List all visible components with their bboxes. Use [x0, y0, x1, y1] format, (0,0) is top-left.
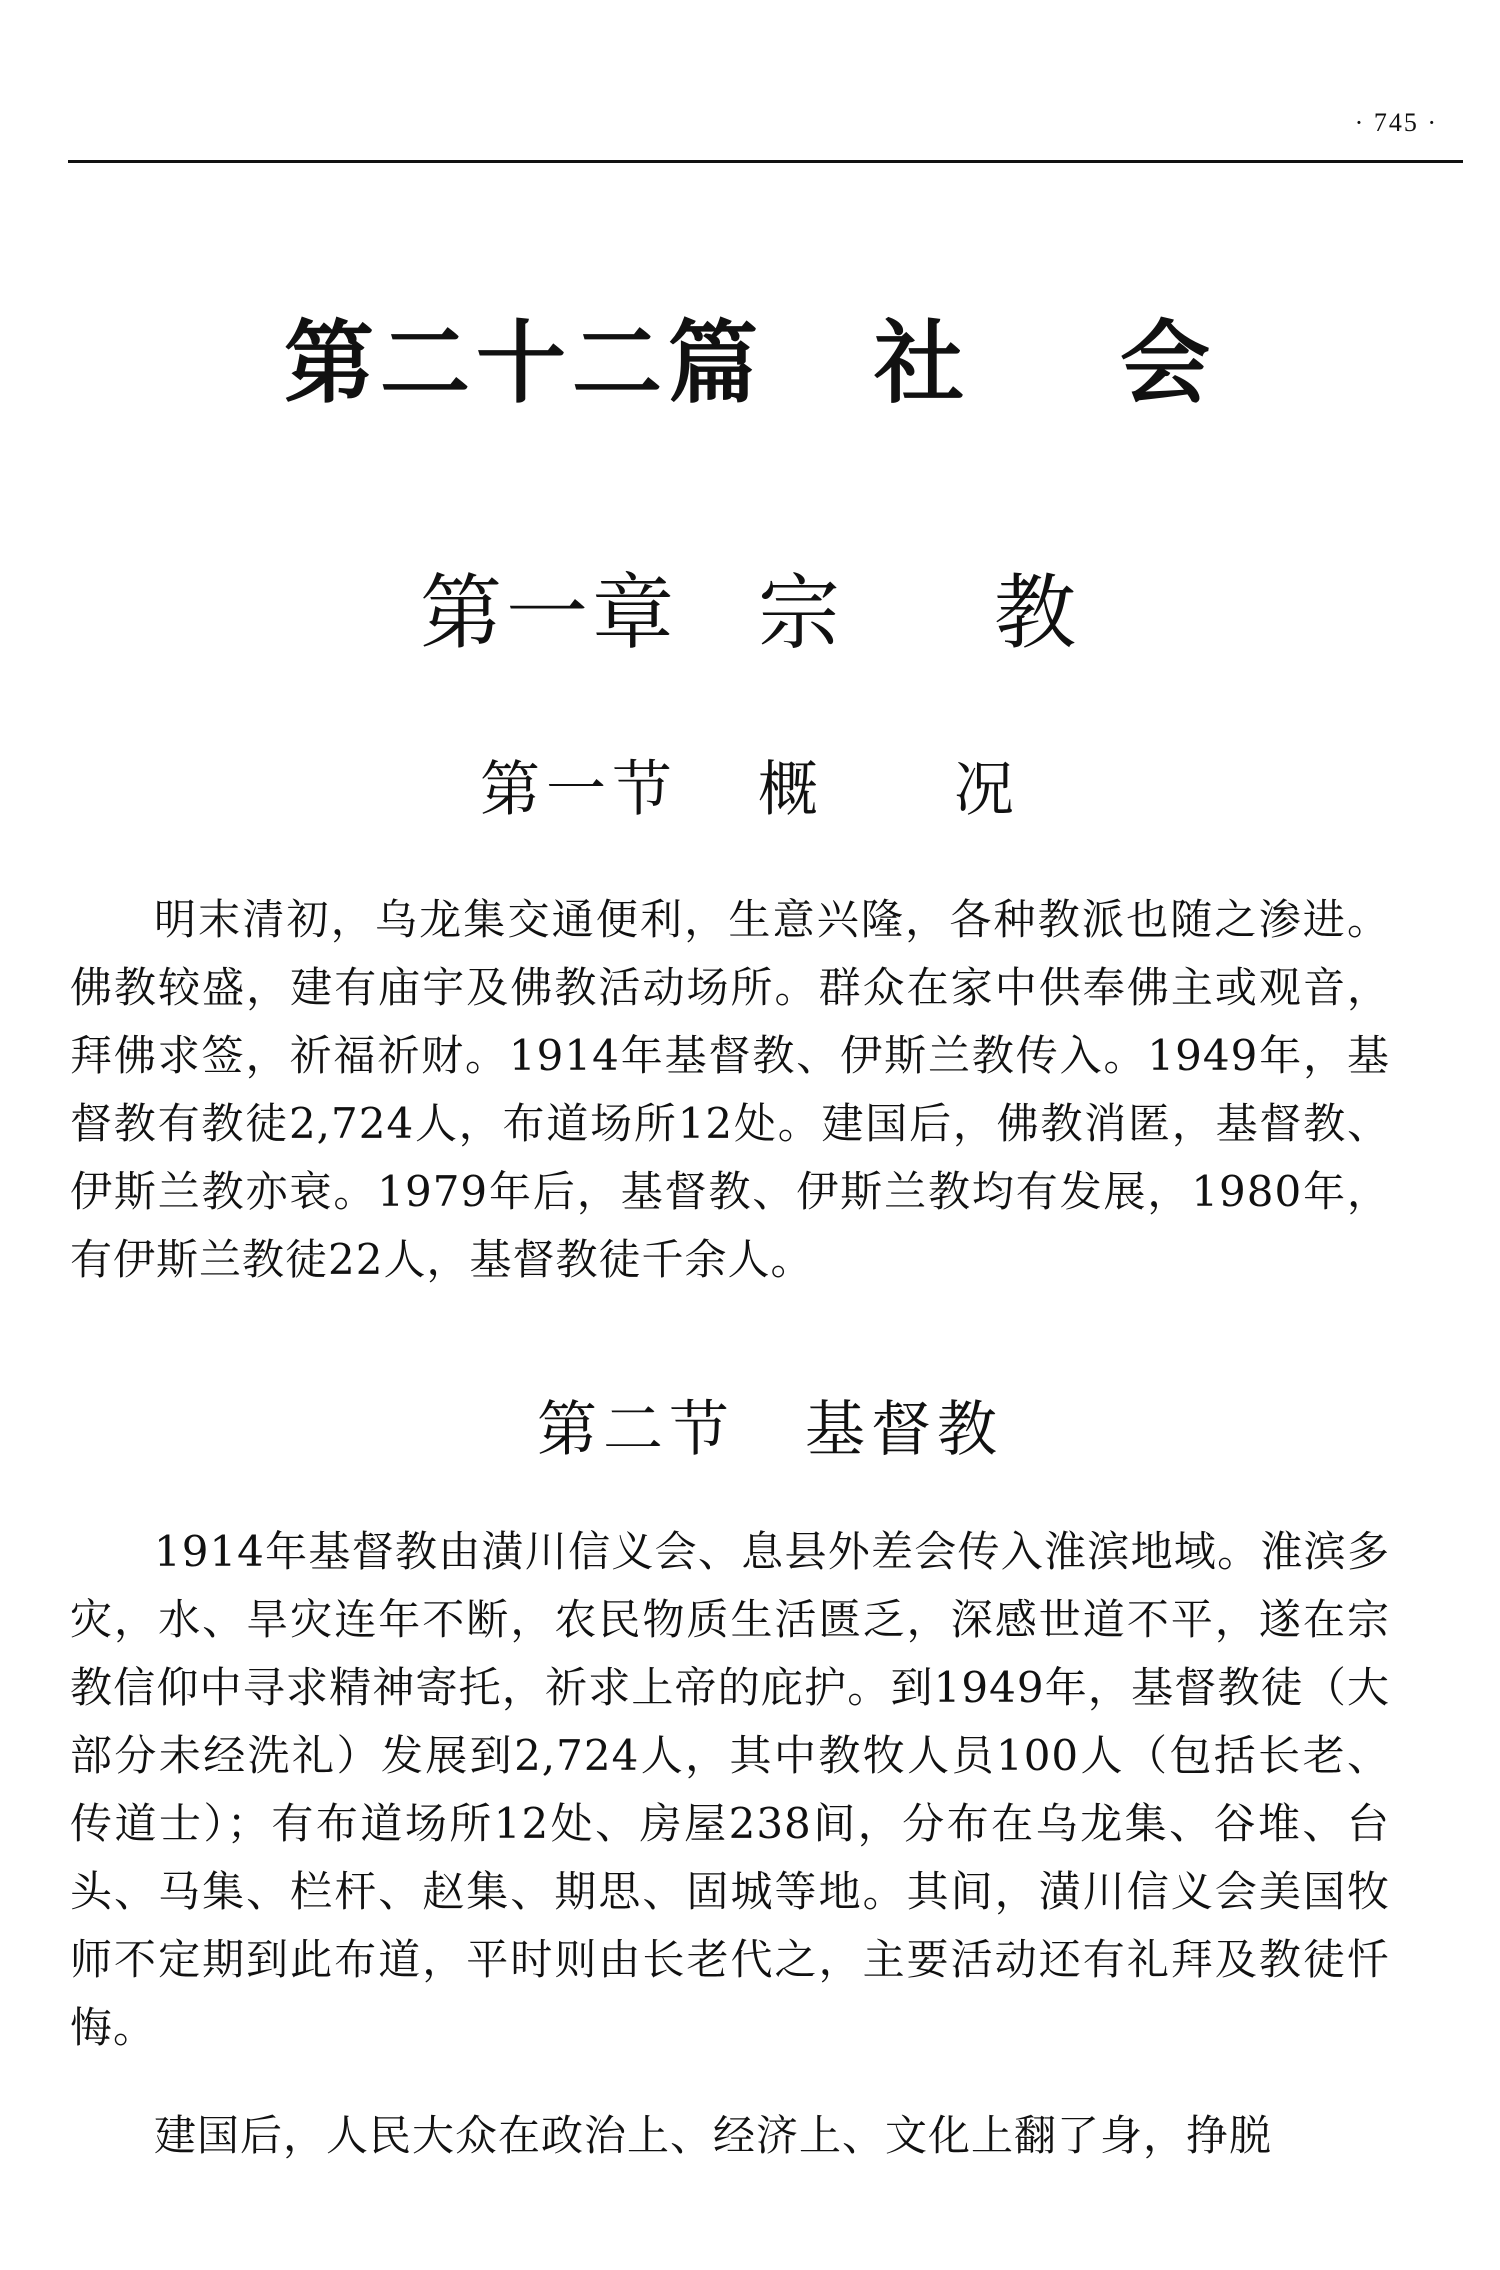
section-1-title	[0, 742, 1500, 828]
section-2-title-text: 基督教	[805, 1395, 1003, 1465]
section-1-number: 第一节	[480, 755, 678, 825]
part-title	[0, 290, 1500, 420]
section-2-title	[0, 1382, 1500, 1468]
chapter-title-char-1: 宗	[757, 566, 844, 661]
section-1-title-char-2: 况	[954, 755, 1020, 825]
section-2-paragraph-2: 建国后，人民大众在政治上、经济上、文化上翻了身，挣脱	[154, 2111, 1273, 2160]
part-title-char-1: 社	[874, 311, 970, 416]
chapter-number: 第一章	[419, 566, 678, 661]
header-rule	[68, 160, 1463, 163]
section-2-paragraph-1: 1914年基督教由潢川信义会、息县外差会传入淮滨地域。淮滨多灾，水、旱灾连年不断，农民物质生活匮乏，深感世道不平，遂在宗教信仰中寻求精神寄托，祈求上帝的庇护。到1949年，基督教徒（大部分未经洗礼）发展到2,724人，其中教牧人员100人（包括长老、传道士）；有布道场所12处、房屋238间，分布在乌龙集、谷堆、台头、马集、栏杆、赵集、期思、固城等地。其间，潢川信义会美国牧师不定期到此布道，平时则由长老代之，主要活动还有礼拜及教徒忏悔。	[70, 1527, 1390, 2052]
section-1-title-char-1: 概	[758, 755, 824, 825]
section-1-paragraph: 明末清初，乌龙集交通便利，生意兴隆，各种教派也随之渗进。佛教较盛，建有庙宇及佛教活动场所。群众在家中供奉佛主或观音，拜佛求签，祈福祈财。1914年基督教、伊斯兰教传入。1949年，基督教有教徒2,724人，布道场所12处。建国后，佛教消匿，基督教、伊斯兰教亦衰。1979年后，基督教、伊斯兰教均有发展，1980年，有伊斯兰教徒22人，基督教徒千余人。	[70, 895, 1390, 1284]
section-2-number: 第二节	[537, 1395, 735, 1465]
part-number: 第二十二篇	[284, 311, 764, 416]
chapter-title-char-2: 教	[994, 566, 1081, 661]
page-number: · 745 ·	[1354, 108, 1438, 137]
part-title-char-2: 会	[1120, 311, 1216, 416]
chapter-title	[0, 548, 1500, 665]
